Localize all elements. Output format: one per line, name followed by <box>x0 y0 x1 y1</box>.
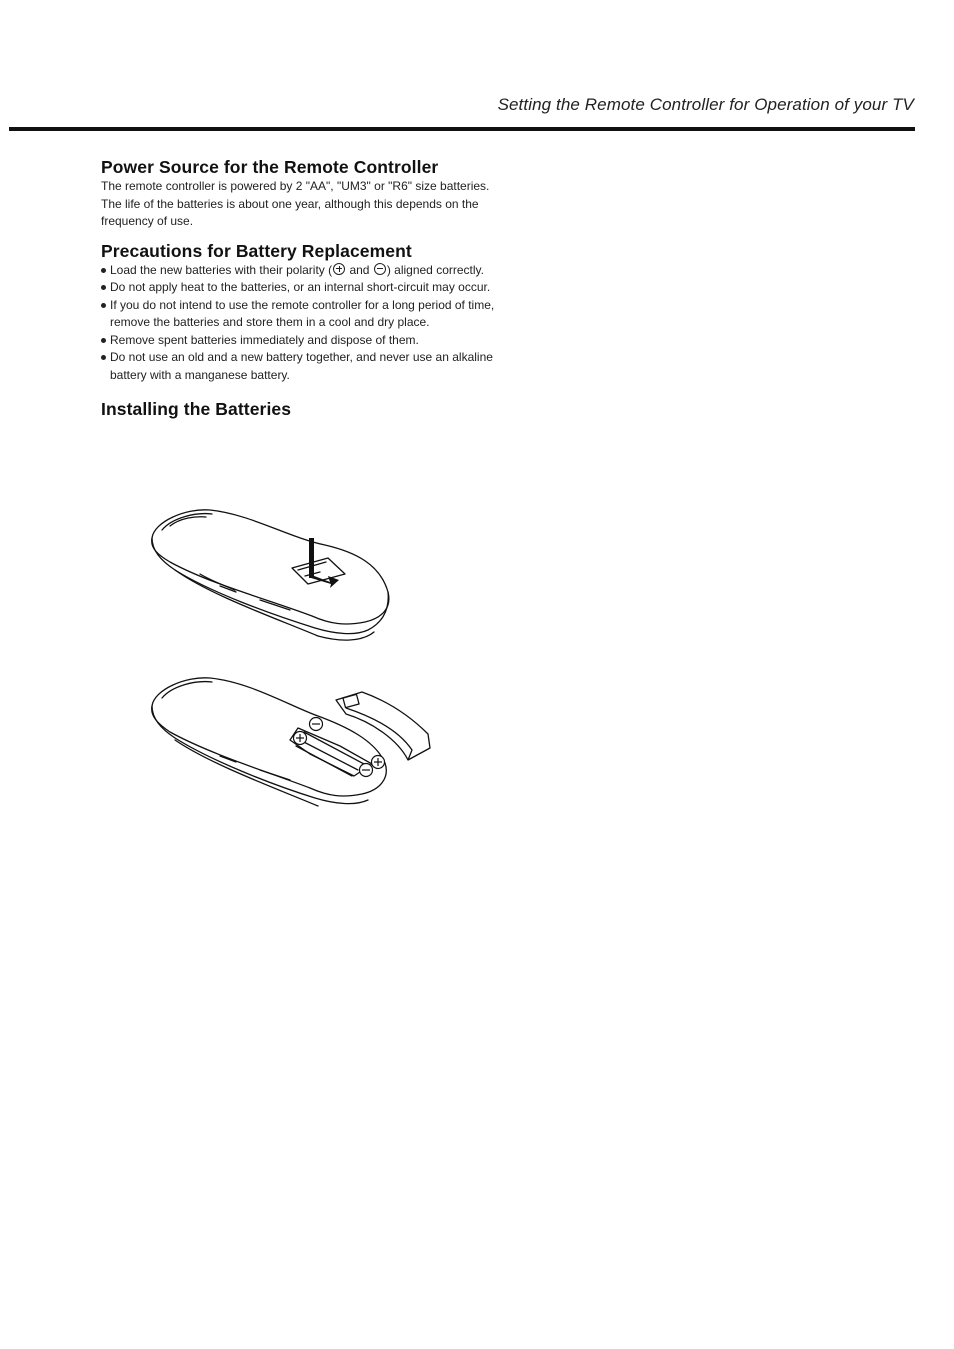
list-item: Do not apply heat to the batteries, or an internal short-circuit may occur. <box>101 279 501 297</box>
running-header: Setting the Remote Controller for Operation of your TV <box>497 95 914 114</box>
minus-circle-icon <box>374 263 386 275</box>
precautions-list <box>101 262 501 385</box>
main-content <box>101 156 501 420</box>
polarity-text-start: Load the new batteries with their polarity ( <box>110 262 333 277</box>
illustration-open-cover <box>140 500 440 650</box>
remote-batteries-drawing <box>140 668 440 818</box>
polarity-text-end: ) aligned correctly. <box>386 262 484 277</box>
section-power-source <box>101 156 501 231</box>
remote-control-drawing <box>140 500 440 650</box>
plus-circle-icon <box>333 263 345 275</box>
section-precautions <box>101 240 501 385</box>
header-rule <box>9 127 915 131</box>
heading-precautions: Precautions for Battery Replacement <box>101 240 412 261</box>
list-item: Do not use an old and a new battery together, and never use an alkaline battery with a manganese battery. <box>101 349 501 384</box>
list-item: Remove spent batteries immediately and dispose of them. <box>101 332 501 350</box>
heading-power-source: Power Source for the Remote Controller <box>101 157 439 177</box>
illustration-batteries-inserted <box>140 668 440 818</box>
battery-cover <box>336 692 430 760</box>
list-item <box>101 262 501 280</box>
polarity-text-and: and <box>346 262 373 277</box>
power-source-text: The remote controller is powered by 2 "AA", "UM3" or "R6" size batteries. The life of the batteries is about one year, although this depends on the frequency of use. <box>101 179 490 228</box>
list-item: If you do not intend to use the remote controller for a long period of time, remove the batteries and store them in a cool and dry place. <box>101 297 501 332</box>
section-installing <box>101 398 501 420</box>
heading-installing: Installing the Batteries <box>101 399 292 419</box>
